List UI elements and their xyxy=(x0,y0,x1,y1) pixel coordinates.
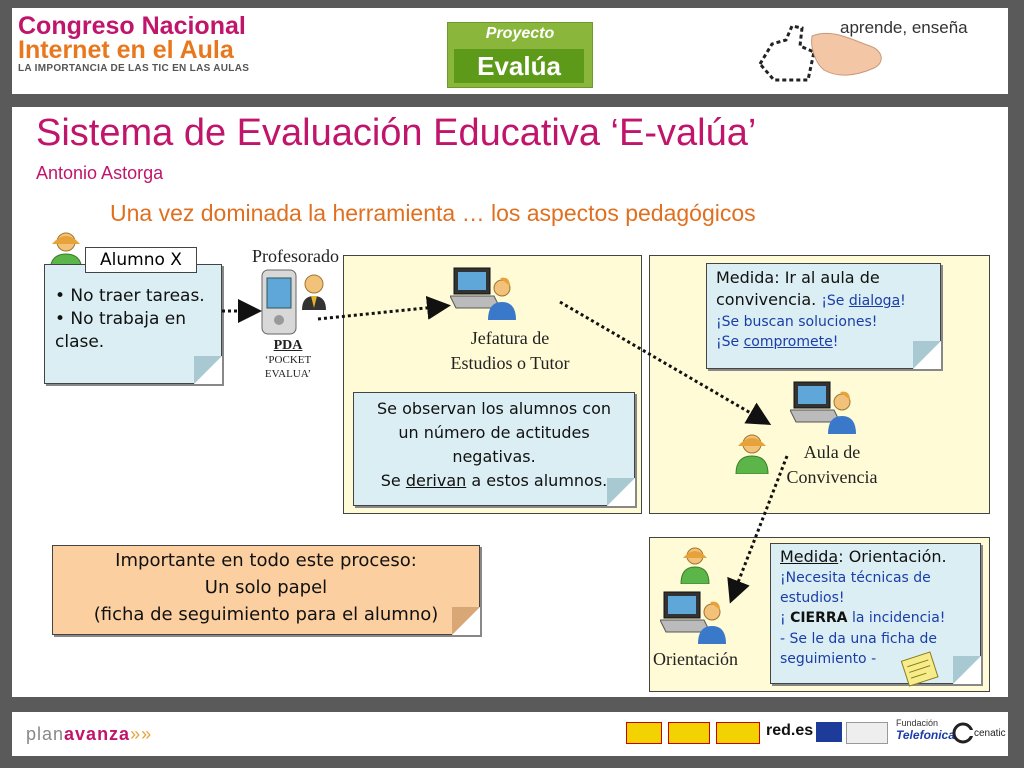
cenatic-icon xyxy=(952,722,974,744)
m2-part-d: ! xyxy=(900,293,906,309)
ministry-logo-1 xyxy=(626,722,662,744)
slogan: aprende, enseña xyxy=(840,18,968,37)
orientacion-measure-2: ¡Necesita técnicas de xyxy=(780,570,931,586)
redes-logo: red.es xyxy=(766,722,814,739)
orientacion-measure-5: - Se le da una ficha de xyxy=(780,631,938,647)
convivencia-measure-3: ¡Se buscan soluciones! xyxy=(716,314,878,330)
convivencia-label-1: Aula de xyxy=(803,442,861,462)
ministry-logo-2 xyxy=(668,722,710,744)
m2-part-a: convivencia. xyxy=(716,290,822,309)
orientacion-measure-3: estudios! xyxy=(780,590,845,606)
m4-rest: la incidencia! xyxy=(847,610,946,626)
planavanza-logo xyxy=(26,724,152,745)
ministry-logo-3 xyxy=(716,722,760,744)
jefatura-line-1: Se observan los alumnos con xyxy=(377,399,611,418)
cenatic-text: cenatic xyxy=(974,728,1006,739)
m4-open: ¡ xyxy=(780,610,791,626)
orientacion-measure-6: seguimiento - xyxy=(780,651,877,667)
line4-derivan: derivan xyxy=(405,471,467,490)
jefatura-label-1: Jefatura de xyxy=(470,328,550,348)
convivencia-label-2: Convivencia xyxy=(786,467,878,487)
m2-part-b: ¡Se xyxy=(821,293,849,309)
slide-heading: Una vez dominada la herramienta … los aspectos pedagógicos xyxy=(110,200,756,226)
line4-part-a: Se xyxy=(380,471,406,490)
plan-text: plan xyxy=(26,724,65,744)
arrow-convivencia-to-orientacion xyxy=(732,456,787,598)
important-line-1: Importante en todo este proceso: xyxy=(115,550,417,571)
congress-line2: Internet en el Aula xyxy=(18,36,234,64)
jefatura-label-2: Estudios o Tutor xyxy=(450,353,570,373)
convivencia-measure-1: Medida: Ir al aula de xyxy=(716,268,880,287)
avanza-text: avanza xyxy=(64,724,131,744)
teacher-label: Profesorado xyxy=(252,246,339,266)
pda-label: PDA xyxy=(273,338,303,353)
telefonica-logo xyxy=(896,718,955,742)
m1-rest: : Orientación. xyxy=(838,547,947,566)
project-top: Proyecto xyxy=(485,25,555,42)
m4-part-c: ! xyxy=(832,334,839,350)
eu-fund-logo xyxy=(846,722,888,744)
orientacion-label: Orientación xyxy=(653,649,738,669)
pocket-line2: EVALUA’ xyxy=(264,368,312,380)
telefonica-text: Telefonica xyxy=(896,728,955,742)
slide-author: Antonio Astorga xyxy=(36,163,164,183)
pocket-line1: ‘POCKET xyxy=(264,354,312,366)
jefatura-line-2: un número de actitudes xyxy=(398,423,590,442)
student-label: Alumno X xyxy=(85,247,197,273)
m4-compromete: compromete xyxy=(743,334,833,350)
congress-line1: Congreso Nacional xyxy=(18,12,246,40)
eu-flag-icon xyxy=(816,722,842,742)
m2-dialoga: dialoga xyxy=(848,293,901,309)
congress-line3: LA IMPORTANCIA DE LAS TIC EN LAS AULAS xyxy=(18,63,250,74)
project-brand: Evalúa xyxy=(454,49,584,83)
plan-arrows: »» xyxy=(130,724,153,744)
important-line-3: (ficha de seguimiento para el alumno) xyxy=(93,604,439,625)
medida-word: Medida xyxy=(780,547,839,566)
student-bullet-2: • No trabaja en clase. xyxy=(55,309,187,352)
arrow-pda-to-jefatura xyxy=(318,306,445,319)
student-bullet-1: • No traer tareas. xyxy=(55,286,205,306)
slide-title: Sistema de Evaluación Educativa ‘E-valúa’ xyxy=(36,112,757,154)
important-line-2: Un solo papel xyxy=(204,577,328,598)
fundacion-text: Fundación xyxy=(896,718,939,728)
m4-cierra: CIERRA xyxy=(790,610,848,626)
jefatura-line-3: negativas. xyxy=(452,447,536,466)
line4-part-c: a estos alumnos. xyxy=(466,471,608,490)
m4-part-a: ¡Se xyxy=(716,334,744,350)
arrow-jefatura-to-convivencia xyxy=(560,302,766,422)
